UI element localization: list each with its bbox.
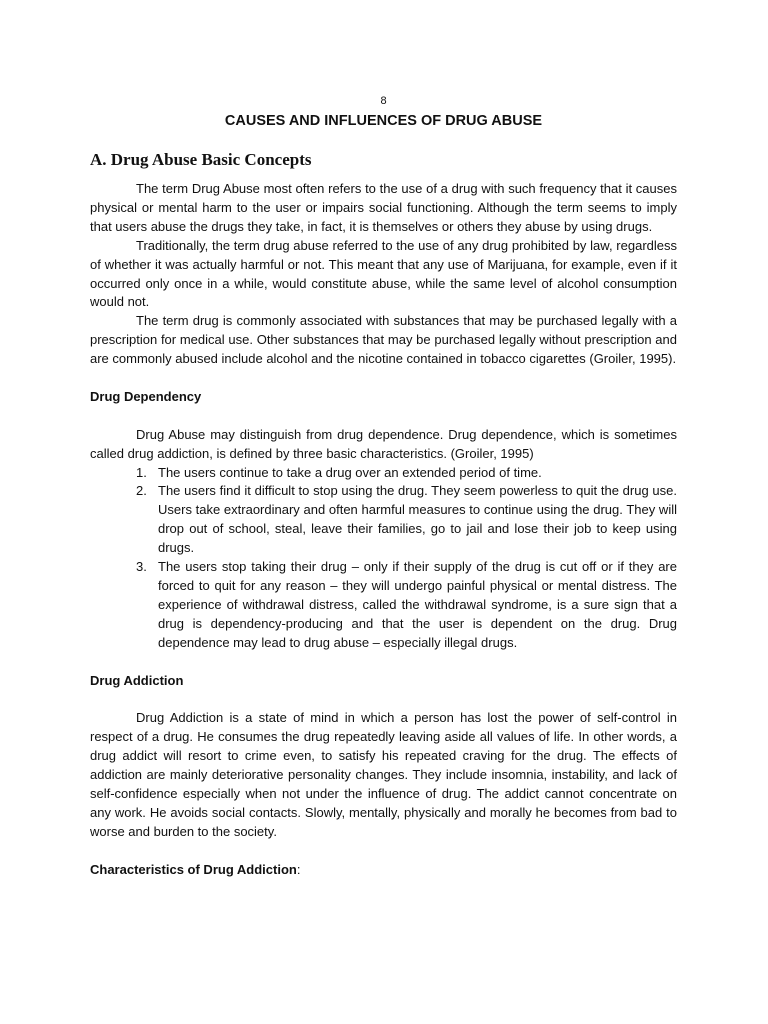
characteristics-heading-text: Characteristics of Drug Addiction bbox=[90, 861, 297, 877]
list-item bbox=[90, 558, 677, 653]
dependency-paragraph: Drug Abuse may distinguish from drug dependence. Drug dependence, which is sometimes called drug addiction, is defined by three basic characteristics. (Groiler, 1995) bbox=[90, 426, 677, 461]
section-title: A. Drug Abuse Basic Concepts bbox=[90, 150, 312, 169]
dependency-characteristics-list bbox=[90, 464, 677, 653]
intro-paragraph-1: The term Drug Abuse most often refers to the use of a drug with such frequency that it causes physical or mental harm to the user or impairs social functioning. Although the term seems to imply that users abuse the drugs they take, in fact, it is themselves or others they abuse by using drugs. bbox=[90, 181, 677, 234]
chapter-title: CAUSES AND INFLUENCES OF DRUG ABUSE bbox=[224, 113, 543, 129]
list-item bbox=[90, 482, 677, 558]
addiction-heading: Drug Addiction bbox=[90, 672, 184, 688]
list-item bbox=[90, 464, 677, 483]
list-item-text: The users continue to take a drug over an extended period of time. bbox=[158, 464, 542, 480]
characteristics-heading bbox=[90, 861, 677, 880]
intro-paragraph-3: The term drug is commonly associated with substances that may be purchased legally with a prescription for medical use. Other substances that may be purchased legally without prescription and are commonly abused include alcohol and the nicotine contained in tobacco cigarettes (Groiler, 1995). bbox=[90, 313, 677, 367]
list-item-text: The users stop taking their drug – only if their supply of the drug is cut off or if they are forced to quit for any reason – they will undergo painful physical or mental distress. The experience of withdrawal distress, called the withdrawal syndrome, is a sure sign that a drug is dependency-producing and that the user is dependent on the drug. Drug dependence may lead to drug abuse – especially illegal drugs. bbox=[158, 559, 677, 650]
addiction-paragraph: Drug Addiction is a state of mind in which a person has lost the power of self-control in respect of a drug. He consumes the drug repeatedly leaving aside all values of life. In other words, a drug addict will resort to crime even, to satisfy his repeated craving for the drug. The effects of addiction are mainly deteriorative personality changes. They include insomnia, instability, and lack of self-confidence especially when not under the influence of drug. The addict cannot concentrate on any work. He avoids social contacts. Slowly, mentally, physically and morally he becomes from bad to worse and burden to the society. bbox=[90, 710, 677, 839]
document-page bbox=[90, 94, 677, 898]
characteristics-heading-colon: : bbox=[296, 861, 301, 877]
list-item-number: 3. bbox=[136, 559, 147, 575]
dependency-heading: Drug Dependency bbox=[90, 388, 202, 404]
list-item-text: The users find it difficult to stop using the drug. They seem powerless to quit the drug use. Users take extraordinary and often harmful measures to continue using the drug. They will drop out of school, steal, leave their families, go to jail and lose their job to keep using drugs. bbox=[158, 483, 677, 556]
intro-paragraph-2: Traditionally, the term drug abuse referred to the use of any drug prohibited by law, regardless of whether it was actually harmful or not. This meant that any use of Marijuana, for example, even if it occurred only once in a while, would constitute abuse, while the same level of alcohol consumption would not. bbox=[90, 237, 677, 310]
list-item-number: 2. bbox=[136, 483, 147, 499]
page-number: 8 bbox=[380, 95, 387, 107]
list-item-number: 1. bbox=[136, 464, 147, 480]
